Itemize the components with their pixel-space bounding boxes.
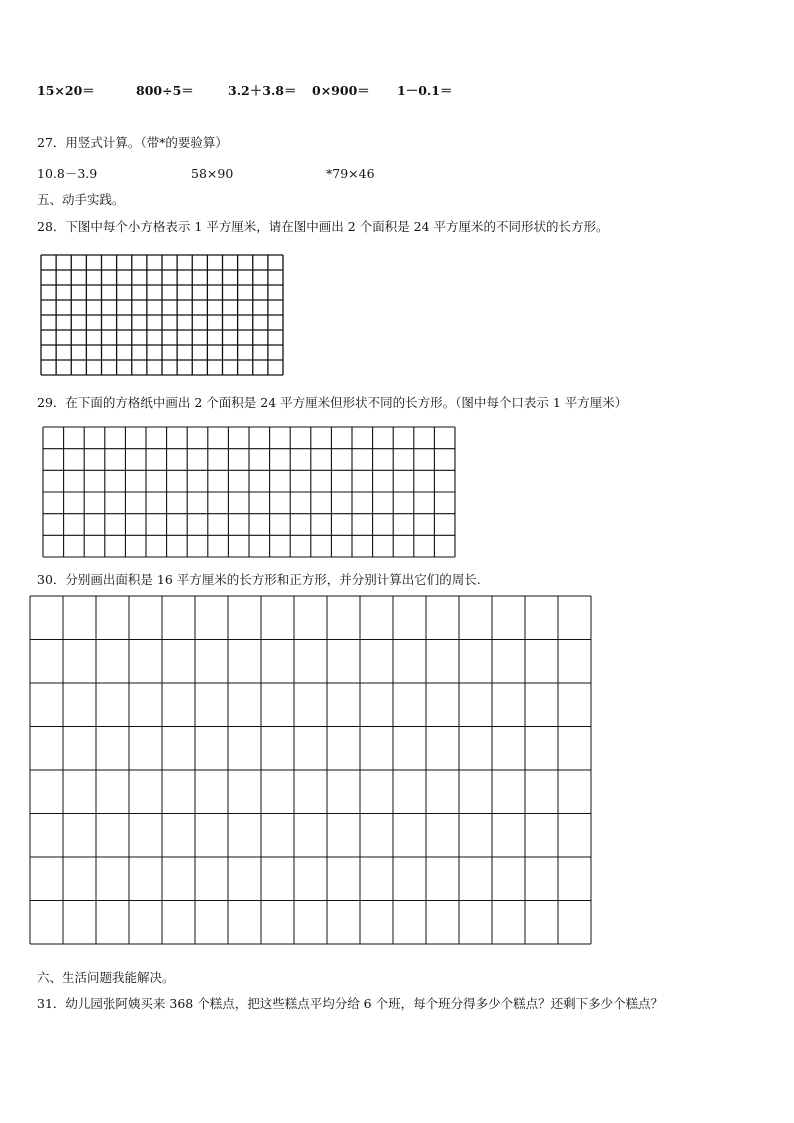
grid-paper-q29[interactable] xyxy=(42,426,456,558)
calc-item-3: 3.2＋3.8＝ xyxy=(228,83,297,98)
calc-item-5: 1－0.1＝ xyxy=(397,83,453,98)
vertical-calc-item-1: 10.8－3.9 xyxy=(37,166,98,181)
section-heading-6: 六、生活问题我能解决。 xyxy=(37,970,175,985)
question-30-title: 30．分别画出面积是 16 平方厘米的长方形和正方形，并分别计算出它们的周长. xyxy=(37,572,481,587)
grid-paper-q30[interactable] xyxy=(29,595,592,945)
question-27-title: 27．用竖式计算。（带*的要验算） xyxy=(37,135,228,150)
question-28-title: 28．下图中每个小方格表示 1 平方厘米，请在图中画出 2 个面积是 24 平方厘米的不同形状的长方形。 xyxy=(37,219,609,234)
calc-item-4: 0×900＝ xyxy=(312,83,370,98)
vertical-calc-item-2: 58×90 xyxy=(191,166,234,181)
grid-paper-q28[interactable] xyxy=(40,254,284,376)
calc-item-1: 15×20＝ xyxy=(37,83,95,98)
vertical-calc-item-3: *79×46 xyxy=(326,166,375,181)
calc-item-2: 800÷5＝ xyxy=(136,83,194,98)
section-heading-5: 五、动手实践。 xyxy=(37,192,125,207)
question-31-title: 31．幼儿园张阿姨买来 368 个糕点，把这些糕点平均分给 6 个班，每个班分得多少个糕点？还剩下多少个糕点？ xyxy=(37,996,664,1011)
question-29-title: 29．在下面的方格纸中画出 2 个面积是 24 平方厘米但形状不同的长方形。（图中每个口表示 1 平方厘米） xyxy=(37,395,628,410)
